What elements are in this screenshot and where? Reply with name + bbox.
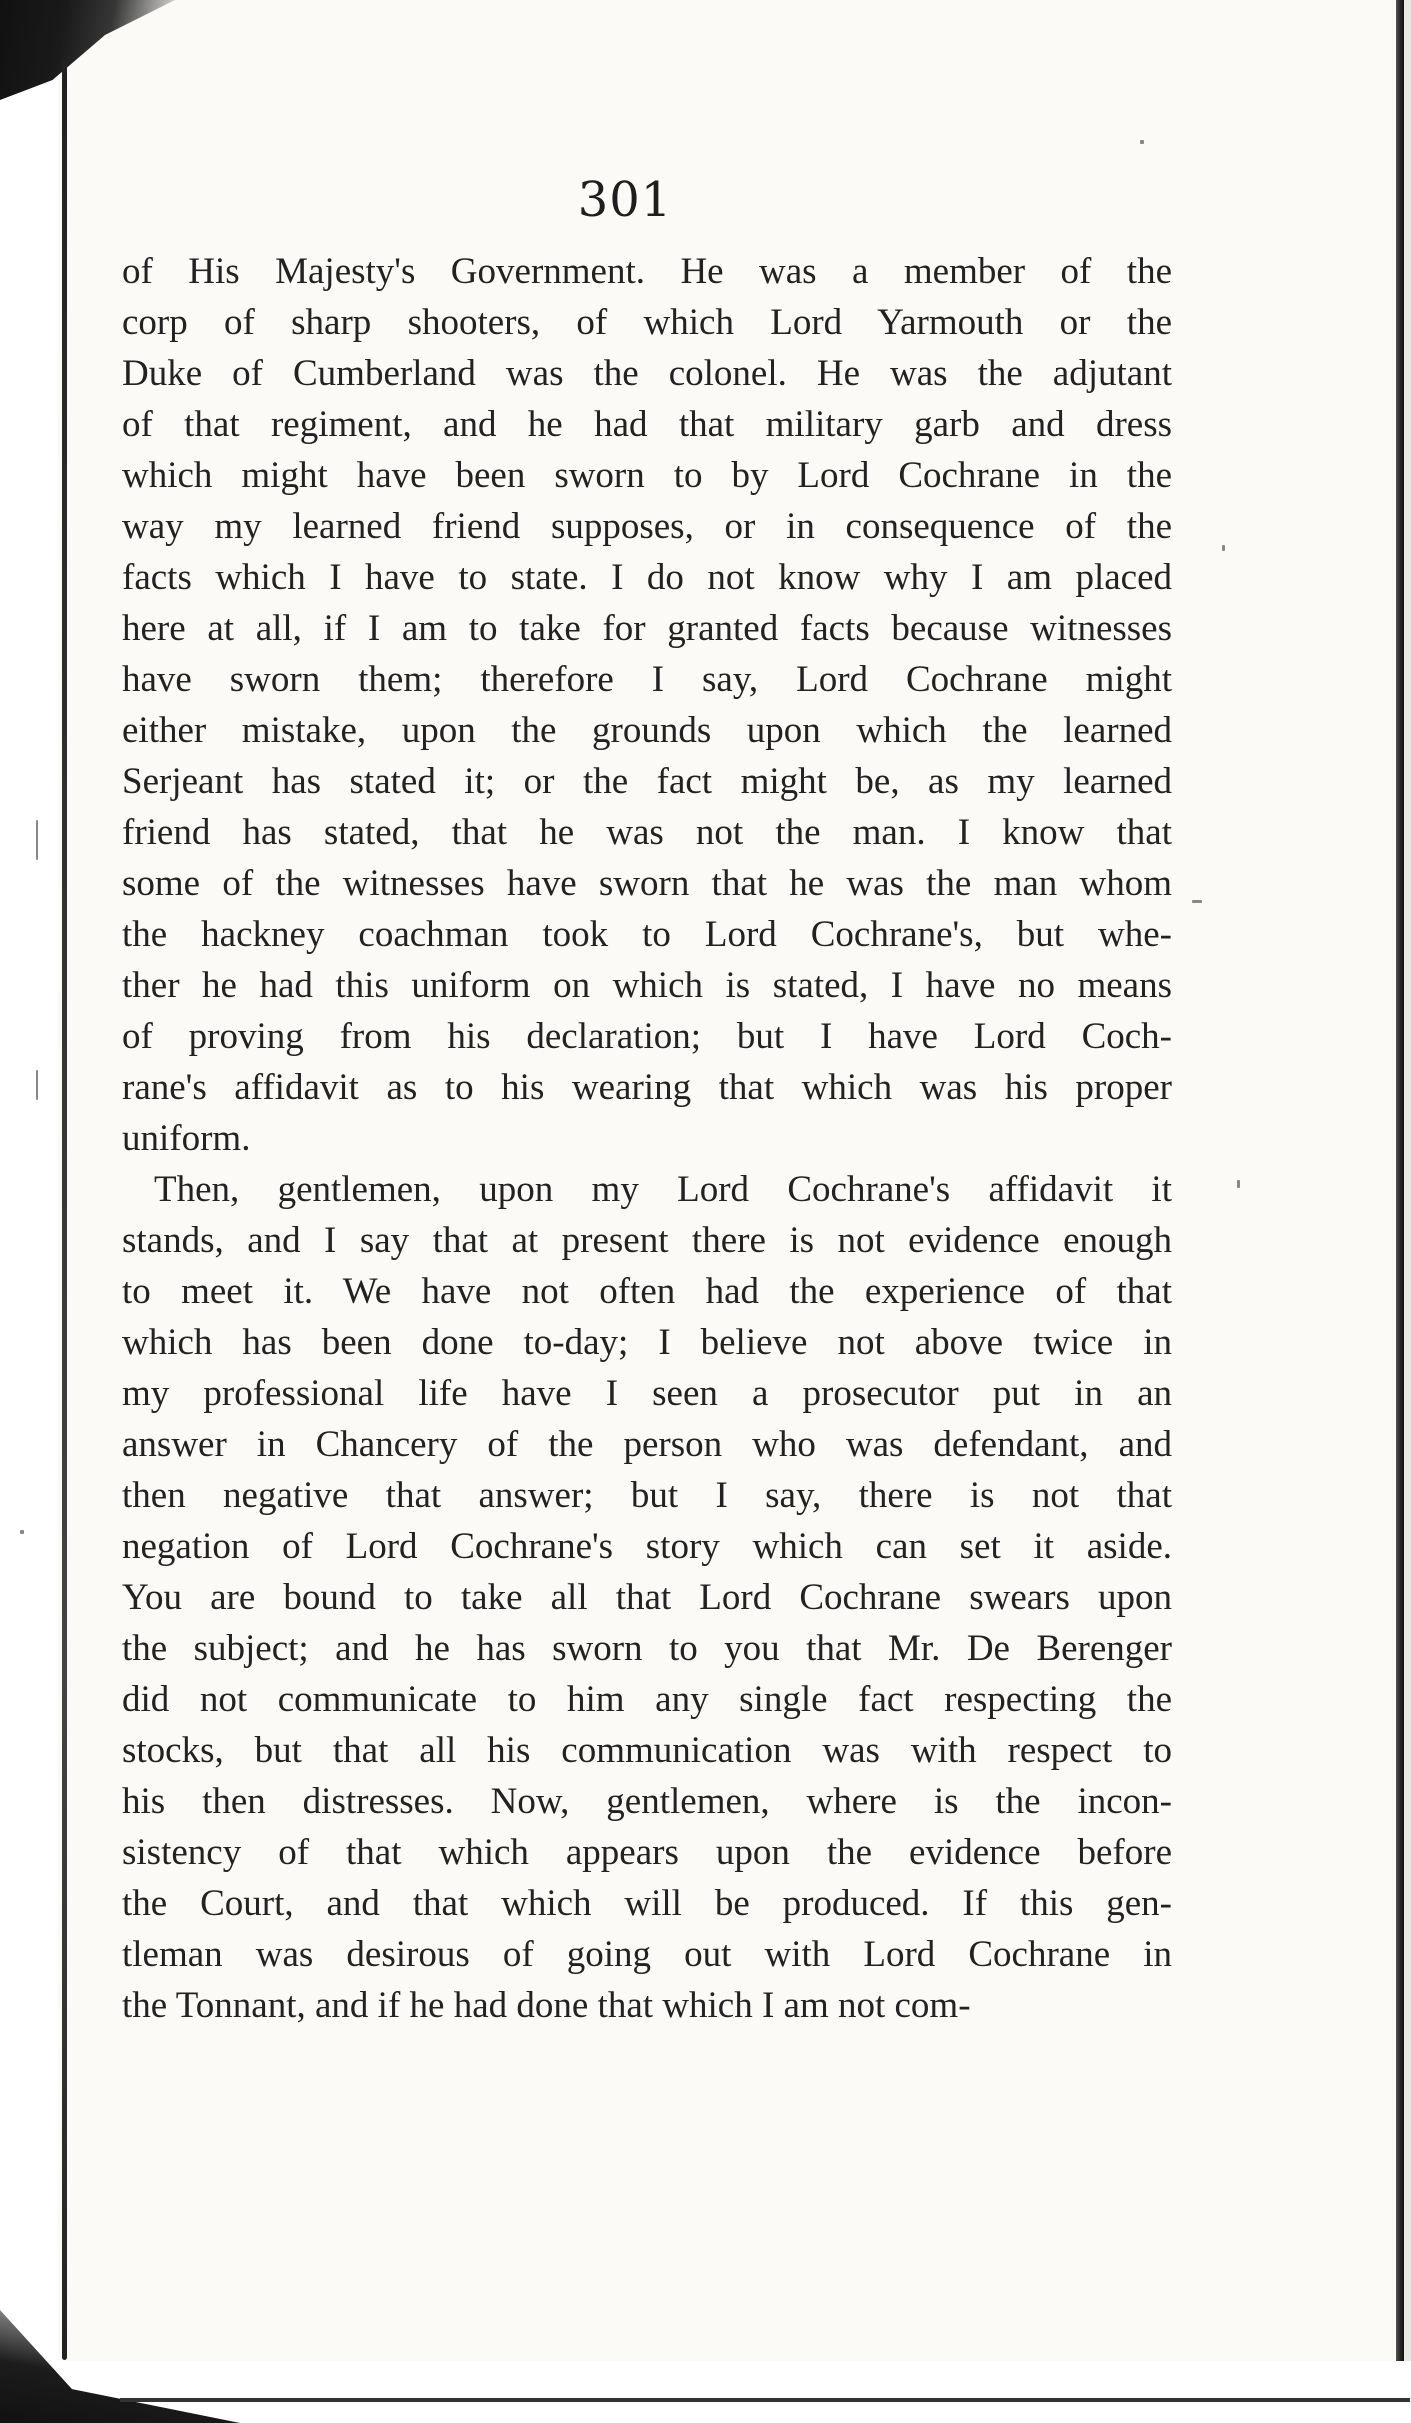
- text-line: some of the witnesses have sworn that he was the man whom: [122, 863, 1172, 904]
- paper-speck: [1192, 900, 1202, 903]
- text-line: Then, gentlemen, upon my Lord Cochrane's affidavit it: [154, 1169, 1172, 1210]
- page-right-edge: [1396, 0, 1404, 2423]
- text-line: then negative that answer; but I say, there is not that: [122, 1475, 1172, 1516]
- paragraph: [122, 246, 1172, 1164]
- paper-speck: [36, 1070, 38, 1100]
- text-line: answer in Chancery of the person who was defendant, and: [122, 1424, 1172, 1465]
- page-left-margin: [0, 0, 58, 2423]
- paper-speck: [1140, 140, 1144, 144]
- text-line: Duke of Cumberland was the colonel. He was the adjutant: [122, 353, 1172, 394]
- paragraph: [122, 1164, 1172, 2031]
- text-line: which has been done to-day; I believe not above twice in: [122, 1322, 1172, 1363]
- page-bottom-edge: [120, 2398, 1410, 2402]
- body-text: [122, 246, 1172, 2266]
- text-line: to meet it. We have not often had the experience of that: [122, 1271, 1172, 1312]
- text-line: my professional life have I seen a prosecutor put in an: [122, 1373, 1172, 1414]
- text-line: ther he had this uniform on which is stated, I have no means: [122, 965, 1172, 1006]
- binding-shadow-top: [0, 0, 175, 100]
- text-line: negation of Lord Cochrane's story which can set it aside.: [122, 1526, 1172, 1567]
- text-line: his then distresses. Now, gentlemen, where is the incon-: [122, 1781, 1172, 1822]
- text-line: here at all, if I am to take for granted facts because witnesses: [122, 608, 1172, 649]
- text-line: the hackney coachman took to Lord Cochrane's, but whe-: [122, 914, 1172, 955]
- text-line: either mistake, upon the grounds upon which the learned: [122, 710, 1172, 751]
- text-line: Serjeant has stated it; or the fact might be, as my learned: [122, 761, 1172, 802]
- text-line: of His Majesty's Government. He was a member of the: [122, 251, 1172, 292]
- text-line: corp of sharp shooters, of which Lord Yarmouth or the: [122, 302, 1172, 343]
- text-line: uniform.: [122, 1118, 251, 1159]
- page-bottom-margin: [0, 2320, 1411, 2423]
- text-line: which might have been sworn to by Lord Cochrane in the: [122, 455, 1172, 496]
- page-number: 301: [577, 172, 673, 228]
- text-line: You are bound to take all that Lord Cochrane swears upon: [122, 1577, 1172, 1618]
- text-line: the subject; and he has sworn to you that Mr. De Berenger: [122, 1628, 1172, 1669]
- text-line: did not communicate to him any single fact respecting the: [122, 1679, 1172, 1720]
- text-line: friend has stated, that he was not the man. I know that: [122, 812, 1172, 853]
- text-line: facts which I have to state. I do not know why I am placed: [122, 557, 1172, 598]
- paper-speck: [1237, 1180, 1240, 1188]
- text-line: of that regiment, and he had that military garb and dress: [122, 404, 1172, 445]
- paper-speck: [20, 1530, 24, 1534]
- text-line: have sworn them; therefore I say, Lord Cochrane might: [122, 659, 1172, 700]
- paper-speck: [1222, 545, 1225, 551]
- binding-edge: [62, 60, 67, 2360]
- text-line: tleman was desirous of going out with Lord Cochrane in: [122, 1934, 1172, 1975]
- text-line: sistency of that which appears upon the evidence before: [122, 1832, 1172, 1873]
- page-right-margin: [1404, 0, 1411, 2423]
- text-line: the Court, and that which will be produced. If this gen-: [122, 1883, 1172, 1924]
- text-line: the Tonnant, and if he had done that which I am not com-: [122, 1985, 971, 2026]
- paper-speck: [36, 820, 38, 860]
- text-line: way my learned friend supposes, or in consequence of the: [122, 506, 1172, 547]
- text-line: stocks, but that all his communication was with respect to: [122, 1730, 1172, 1771]
- text-line: stands, and I say that at present there is not evidence enough: [122, 1220, 1172, 1261]
- text-line: of proving from his declaration; but I have Lord Coch-: [122, 1016, 1172, 1057]
- text-line: rane's affidavit as to his wearing that which was his proper: [122, 1067, 1172, 1108]
